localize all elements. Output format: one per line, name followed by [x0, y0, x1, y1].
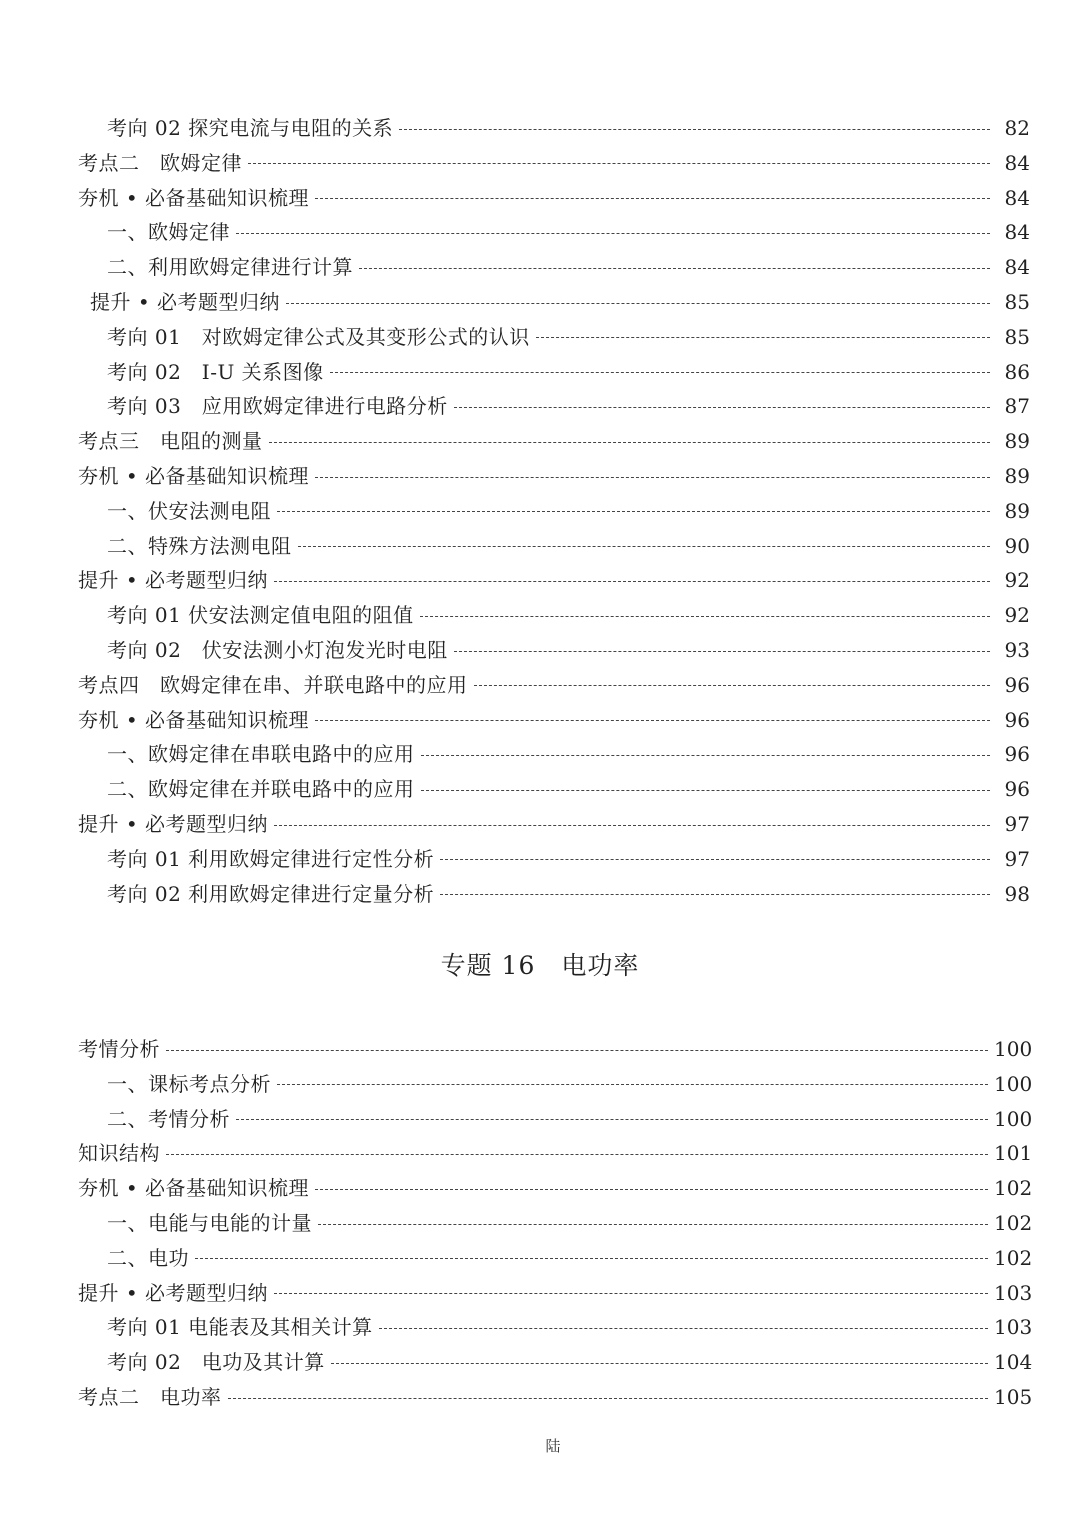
toc-entry[interactable]	[107, 635, 1030, 665]
toc-leader-line	[248, 163, 990, 164]
toc-entry-label: 考点四 欧姆定律在串、并联电路中的应用	[78, 672, 468, 697]
toc-entry-label: 夯机 • 必备基础知识梳理	[78, 185, 310, 210]
toc-entry-label: 考点二 电功率	[78, 1385, 222, 1409]
toc-entry[interactable]	[107, 531, 1030, 561]
page-footer: 陆	[545, 1437, 561, 1455]
toc-entry[interactable]	[107, 357, 1030, 387]
toc-leader-line	[331, 1363, 988, 1364]
toc-entry-page-number: 100	[994, 1071, 1033, 1096]
toc-leader-line	[359, 268, 990, 269]
toc-entry[interactable]	[78, 1138, 1033, 1168]
toc-entry[interactable]	[78, 565, 1030, 595]
toc-entry-page-number: 97	[1004, 846, 1030, 871]
toc-entry-page-number: 98	[1004, 881, 1030, 906]
toc-entry-label: 考向 02 电功及其计算	[107, 1350, 325, 1375]
toc-leader-line	[166, 1050, 988, 1051]
toc-leader-line	[277, 511, 990, 512]
toc-entry-label: 考向 03 应用欧姆定律进行电路分析	[107, 394, 448, 419]
toc-entry[interactable]	[78, 670, 1030, 700]
toc-entry-label: 考向 02 利用欧姆定律进行定量分析	[107, 881, 435, 906]
toc-leader-line	[315, 720, 990, 721]
toc-entry-label: 考向 02 伏安法测小灯泡发光时电阻	[107, 638, 448, 662]
toc-leader-line	[399, 129, 990, 130]
toc-leader-line	[454, 651, 990, 652]
toc-entry-page-number: 101	[994, 1141, 1033, 1166]
toc-entry-page-number: 84	[1004, 255, 1030, 280]
toc-leader-line	[454, 407, 990, 408]
toc-entry-page-number: 93	[1004, 638, 1030, 662]
toc-entry[interactable]	[78, 1278, 1033, 1308]
section-title: 专题 16 电功率	[440, 951, 640, 980]
toc-entry-label: 知识结构	[78, 1141, 160, 1166]
toc-leader-line	[421, 755, 991, 756]
toc-entry-page-number: 103	[994, 1315, 1033, 1340]
toc-leader-line	[318, 1224, 988, 1225]
toc-leader-line	[236, 233, 990, 234]
toc-entry-page-number: 100	[994, 1106, 1033, 1131]
toc-entry[interactable]	[107, 252, 1030, 282]
toc-leader-line	[379, 1328, 988, 1329]
toc-entry-label: 提升 • 必考题型归纳	[78, 568, 269, 593]
toc-entry-label: 二、考情分析	[107, 1106, 230, 1131]
toc-entry-label: 考点二 欧姆定律	[78, 150, 242, 175]
toc-entry[interactable]	[78, 426, 1030, 456]
toc-entry[interactable]	[78, 461, 1030, 491]
toc-entry[interactable]	[107, 1243, 1033, 1273]
toc-entry-page-number: 85	[1004, 324, 1030, 349]
toc-entry-page-number: 96	[1004, 777, 1030, 802]
toc-entry-label: 一、伏安法测电阻	[107, 498, 271, 523]
toc-leader-line	[474, 685, 991, 686]
toc-entry-label: 考向 01 利用欧姆定律进行定性分析	[107, 846, 435, 871]
toc-leader-line	[274, 581, 990, 582]
toc-entry-page-number: 86	[1004, 359, 1030, 384]
toc-entry[interactable]	[90, 287, 1030, 317]
toc-entry-page-number: 85	[1004, 290, 1030, 314]
toc-entry-label: 夯机 • 必备基础知识梳理	[78, 1176, 310, 1201]
toc-leader-line	[274, 1293, 988, 1294]
toc-leader-line	[274, 825, 990, 826]
toc-entry-page-number: 89	[1004, 498, 1030, 523]
toc-entry[interactable]	[107, 113, 1030, 143]
toc-entry-label: 考向 01 伏安法测定值电阻的阻值	[107, 603, 414, 628]
toc-entry[interactable]	[107, 879, 1030, 909]
toc-entry-label: 夯机 • 必备基础知识梳理	[78, 707, 310, 732]
toc-entry[interactable]	[107, 391, 1030, 421]
toc-leader-line	[286, 303, 990, 304]
toc-entry-label: 提升 • 必考题型归纳	[90, 290, 281, 314]
toc-leader-line	[421, 790, 991, 791]
toc-entry-page-number: 96	[1004, 742, 1030, 767]
toc-entry-page-number: 96	[1004, 707, 1030, 732]
toc-entry-page-number: 102	[994, 1211, 1033, 1235]
toc-leader-line	[315, 1189, 988, 1190]
toc-leader-line	[315, 198, 990, 199]
toc-entry[interactable]	[78, 1173, 1033, 1203]
toc-entry-label: 考向 02 探究电流与电阻的关系	[107, 116, 394, 140]
toc-entry-label: 提升 • 必考题型归纳	[78, 812, 269, 836]
toc-leader-line	[330, 372, 990, 373]
toc-entry[interactable]	[107, 844, 1030, 874]
toc-entry-page-number: 97	[1004, 812, 1030, 836]
toc-entry[interactable]	[107, 600, 1030, 630]
toc-entry-label: 夯机 • 必备基础知识梳理	[78, 464, 310, 488]
toc-entry[interactable]	[107, 322, 1030, 352]
toc-entry[interactable]	[78, 183, 1030, 213]
toc-leader-line	[440, 859, 990, 860]
toc-entry-label: 二、电功	[107, 1245, 189, 1270]
toc-entry-page-number: 105	[994, 1385, 1033, 1409]
toc-leader-line	[298, 546, 991, 547]
toc-entry-page-number: 100	[994, 1037, 1033, 1061]
toc-entry-label: 二、利用欧姆定律进行计算	[107, 255, 353, 280]
toc-leader-line	[228, 1398, 989, 1399]
toc-entry-page-number: 84	[1004, 150, 1030, 175]
toc-entry-page-number: 89	[1004, 464, 1030, 488]
toc-leader-line	[277, 1084, 988, 1085]
toc-entry[interactable]	[107, 1104, 1033, 1134]
toc-entry[interactable]	[78, 1382, 1033, 1412]
toc-entry-label: 二、欧姆定律在并联电路中的应用	[107, 777, 415, 802]
toc-entry-label: 一、电能与电能的计量	[107, 1211, 312, 1235]
toc-entry-label: 考点三 电阻的测量	[78, 429, 263, 454]
toc-entry-page-number: 82	[1004, 116, 1030, 140]
toc-entry-label: 二、特殊方法测电阻	[107, 533, 292, 558]
toc-entry-page-number: 87	[1004, 394, 1030, 419]
toc-leader-line	[440, 894, 990, 895]
toc-entry-page-number: 102	[994, 1176, 1033, 1201]
toc-entry-page-number: 84	[1004, 220, 1030, 245]
toc-leader-line	[536, 337, 990, 338]
toc-entry[interactable]	[107, 496, 1030, 526]
toc-entry-label: 考向 02 I-U 关系图像	[107, 359, 324, 384]
toc-entry-page-number: 103	[994, 1280, 1033, 1305]
toc-entry-page-number: 102	[994, 1245, 1033, 1270]
toc-entry[interactable]	[78, 1034, 1033, 1064]
toc-entry[interactable]	[107, 774, 1030, 804]
toc-entry[interactable]	[107, 1208, 1033, 1238]
toc-entry[interactable]	[107, 1069, 1033, 1099]
toc-entry[interactable]	[107, 217, 1030, 247]
toc-entry-label: 一、课标考点分析	[107, 1071, 271, 1096]
toc-leader-line	[195, 1258, 988, 1259]
toc-leader-line	[269, 442, 991, 443]
toc-leader-line	[166, 1154, 988, 1155]
toc-entry[interactable]	[78, 809, 1030, 839]
toc-entry-page-number: 89	[1004, 429, 1030, 454]
toc-entry-page-number: 84	[1004, 185, 1030, 210]
toc-entry[interactable]	[78, 705, 1030, 735]
toc-entry-page-number: 104	[994, 1350, 1033, 1375]
toc-entry[interactable]	[107, 1347, 1033, 1377]
toc-entry-page-number: 92	[1004, 568, 1030, 593]
toc-entry-page-number: 92	[1004, 603, 1030, 628]
toc-entry[interactable]	[107, 1312, 1033, 1342]
toc-leader-line	[315, 477, 990, 478]
toc-entry-page-number: 90	[1004, 533, 1030, 558]
toc-entry-label: 考情分析	[78, 1037, 160, 1061]
toc-entry-page-number: 96	[1004, 672, 1030, 697]
toc-entry-label: 考向 01 对欧姆定律公式及其变形公式的认识	[107, 324, 530, 349]
toc-entry[interactable]	[78, 148, 1030, 178]
toc-entry[interactable]	[107, 739, 1030, 769]
toc-entry-label: 提升 • 必考题型归纳	[78, 1280, 269, 1305]
toc-leader-line	[420, 616, 990, 617]
toc-entry-label: 一、欧姆定律在串联电路中的应用	[107, 742, 415, 767]
toc-leader-line	[236, 1119, 988, 1120]
toc-entry-label: 一、欧姆定律	[107, 220, 230, 245]
toc-entry-label: 考向 01 电能表及其相关计算	[107, 1315, 373, 1340]
